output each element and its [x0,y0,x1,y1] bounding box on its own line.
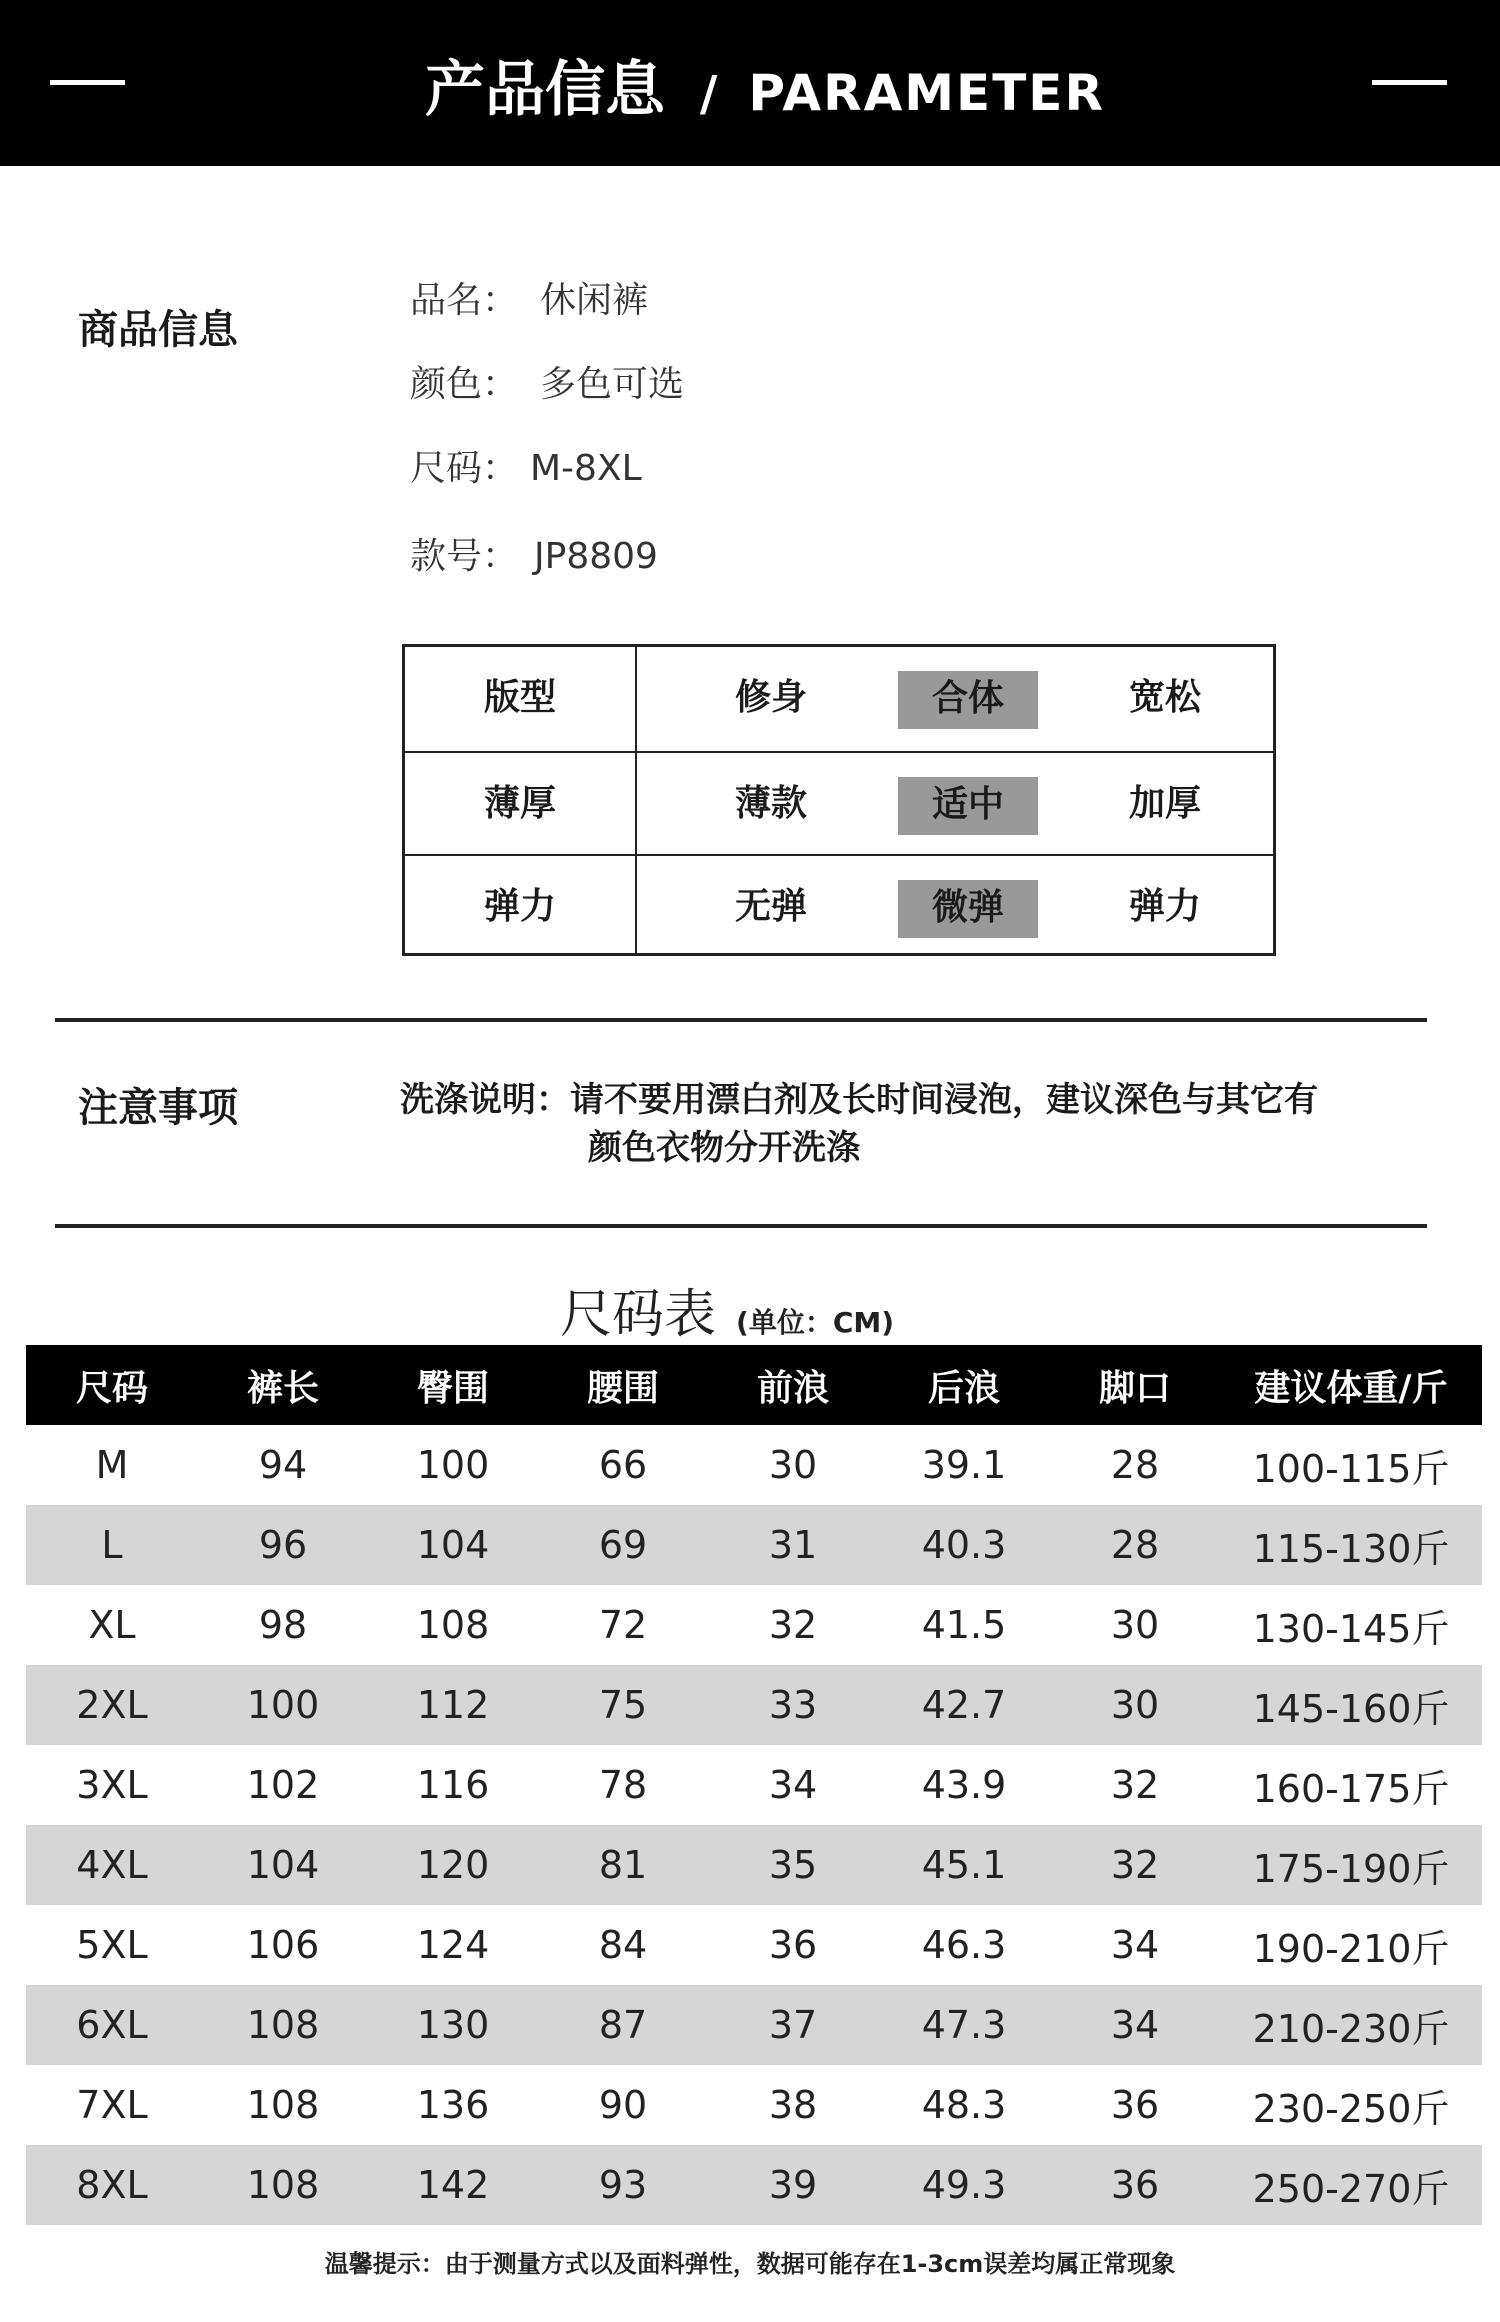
table-cell: L [26,1505,198,1585]
attribute-option: 修身 [734,677,807,718]
washing-instructions [400,1076,1440,1172]
table-row [26,1905,1482,1985]
table-cell: 34 [1110,1923,1160,1967]
divider-line [55,1018,1427,1022]
table-cell: 36 [768,1923,818,1967]
table-cell: 116 [416,1763,490,1807]
table-cell: 102 [246,1763,320,1807]
product-info-title: 商品信息 [78,307,238,353]
table-cell: 136 [416,2083,490,2127]
notes-title: 注意事项 [78,1085,238,1131]
table-cell: 108 [416,1603,490,1647]
size-table-header-cell: 腰围 [538,1345,708,1425]
table-cell: 130-145斤 [1252,1606,1450,1651]
table-cell: 2XL [26,1665,198,1745]
info-value: JP8809 [534,536,658,577]
table-row [26,1665,1482,1745]
info-row-style-number [410,528,658,579]
attribute-option: 无弹 [734,886,807,927]
info-row-name [410,272,648,323]
table-cell: 230-250斤 [1252,2086,1450,2131]
info-key: 款号： [410,536,519,577]
attribute-option: 加厚 [1128,783,1201,824]
table-cell: 47.3 [878,1985,1050,2065]
table-row [26,1745,1482,1825]
table-cell: 34 [768,1763,818,1807]
table-cell: 28 [1110,1443,1160,1487]
size-table-header-cell: 脚口 [1050,1345,1220,1425]
attribute-label: 弹力 [483,886,556,927]
table-cell: 98 [258,1603,308,1647]
table-cell: 210-230斤 [1220,1985,1482,2065]
info-key: 尺码： [410,448,519,489]
table-cell: 37 [708,1985,878,2065]
table-cell: 38 [768,2083,818,2127]
table-cell: 3XL [76,1763,148,1807]
table-row [26,2065,1482,2145]
table-cell: 142 [368,2145,538,2225]
table-cell: 90 [598,2083,648,2127]
info-key: 品名： [410,280,519,321]
attribute-option: 弹力 [1128,886,1201,927]
table-cell: 36 [1110,2083,1160,2127]
table-row [26,1425,1482,1505]
table-cell: 104 [198,1825,368,1905]
table-cell: 100 [198,1665,368,1745]
table-cell: 33 [708,1665,878,1745]
table-cell: 39.1 [921,1443,1007,1487]
table-cell: XL [88,1603,136,1647]
table-cell: 108 [246,2083,320,2127]
attribute-option-selected: 适中 [898,777,1038,835]
attribute-option: 薄款 [734,783,807,824]
table-cell: 42.7 [878,1665,1050,1745]
size-table-header-cell: 臀围 [368,1345,538,1425]
table-cell: 32 [768,1603,818,1647]
table-cell: 30 [768,1443,818,1487]
table-cell: 130 [368,1985,538,2065]
table-cell: 160-175斤 [1252,1766,1450,1811]
attribute-option: 宽松 [1128,677,1201,718]
table-cell: 45.1 [878,1825,1050,1905]
divider-line [55,1224,1427,1228]
title-en: PARAMETER [748,64,1105,122]
table-cell: 49.3 [878,2145,1050,2225]
table-cell: 112 [368,1665,538,1745]
title-cn: 产品信息 [425,55,666,125]
size-table-header-cell: 尺码 [26,1345,198,1425]
table-cell: 120 [368,1825,538,1905]
attribute-label: 薄厚 [483,783,556,824]
size-table-header-cell: 前浪 [708,1345,878,1425]
table-cell: 100 [416,1443,490,1487]
info-value: 多色可选 [540,364,685,405]
table-cell: 175-190斤 [1220,1825,1482,1905]
table-cell: 106 [246,1923,320,1967]
attribute-option-selected: 合体 [898,671,1038,729]
table-row [26,1505,1482,1585]
table-cell: 7XL [76,2083,148,2127]
table-cell: 69 [538,1505,708,1585]
table-cell: 94 [258,1443,308,1487]
table-cell: 43.9 [921,1763,1007,1807]
note-line: 洗涤说明：请不要用漂白剂及长时间浸泡，建议深色与其它有 [400,1080,1318,1120]
attribute-table [402,644,1276,956]
footnote: 温馨提示：由于测量方式以及面料弹性，数据可能存在1-3cm误差均属正常现象 [324,2250,1176,2278]
header-bar [0,0,1500,166]
info-row-size [410,440,642,491]
size-chart-title [560,1272,894,1347]
table-cell: 84 [598,1923,648,1967]
size-table [26,1345,1482,2225]
table-row [26,1585,1482,1665]
table-cell: M [95,1443,129,1487]
table-cell: 108 [198,2145,368,2225]
table-cell: 35 [708,1825,878,1905]
size-table-header-cell: 后浪 [878,1345,1050,1425]
table-cell: 100-115斤 [1252,1446,1450,1491]
table-cell: 190-210斤 [1252,1926,1450,1971]
table-cell: 40.3 [878,1505,1050,1585]
table-cell: 115-130斤 [1220,1505,1482,1585]
attribute-row-fit [405,647,1273,749]
table-cell: 46.3 [921,1923,1007,1967]
table-cell: 145-160斤 [1220,1665,1482,1745]
table-cell: 87 [538,1985,708,2065]
note-line: 颜色衣物分开洗涤 [588,1128,860,1168]
table-cell: 8XL [26,2145,198,2225]
info-value: 休闲裤 [540,280,649,321]
attribute-row-thickness [405,751,1273,855]
table-cell: 72 [598,1603,648,1647]
table-cell: 4XL [26,1825,198,1905]
table-cell: 39 [708,2145,878,2225]
table-cell: 96 [198,1505,368,1585]
table-cell: 124 [416,1923,490,1967]
page-title [0,50,1500,134]
table-row [26,2145,1482,2225]
info-value: M-8XL [530,448,642,489]
table-row [26,1985,1482,2065]
table-cell: 250-270斤 [1220,2145,1482,2225]
attribute-option-selected: 微弹 [898,880,1038,938]
table-cell: 32 [1110,1763,1160,1807]
table-cell: 75 [538,1665,708,1745]
info-row-color [410,356,684,407]
table-cell: 30 [1050,1665,1220,1745]
size-table-header [26,1345,1482,1425]
table-cell: 108 [198,1985,368,2065]
table-cell: 81 [538,1825,708,1905]
size-table-header-cell: 建议体重/斤 [1220,1345,1482,1425]
table-row [26,1825,1482,1905]
table-cell: 31 [708,1505,878,1585]
table-cell: 32 [1050,1825,1220,1905]
table-cell: 6XL [26,1985,198,2065]
info-key: 颜色： [410,364,519,405]
size-chart-title-text: 尺码表 [560,1285,717,1345]
title-separator: / [699,66,718,122]
size-table-header-cell: 裤长 [198,1345,368,1425]
attribute-label: 版型 [483,677,556,718]
table-cell: 5XL [76,1923,148,1967]
table-cell: 34 [1050,1985,1220,2065]
size-chart-unit: (单位：CM) [736,1306,895,1339]
table-cell: 78 [598,1763,648,1807]
table-cell: 41.5 [921,1603,1007,1647]
header-dash-right [1372,80,1447,85]
table-cell: 66 [598,1443,648,1487]
table-cell: 28 [1050,1505,1220,1585]
table-cell: 104 [368,1505,538,1585]
table-cell: 36 [1050,2145,1220,2225]
attribute-row-elasticity [405,854,1273,958]
table-cell: 93 [538,2145,708,2225]
table-cell: 48.3 [921,2083,1007,2127]
table-cell: 30 [1110,1603,1160,1647]
